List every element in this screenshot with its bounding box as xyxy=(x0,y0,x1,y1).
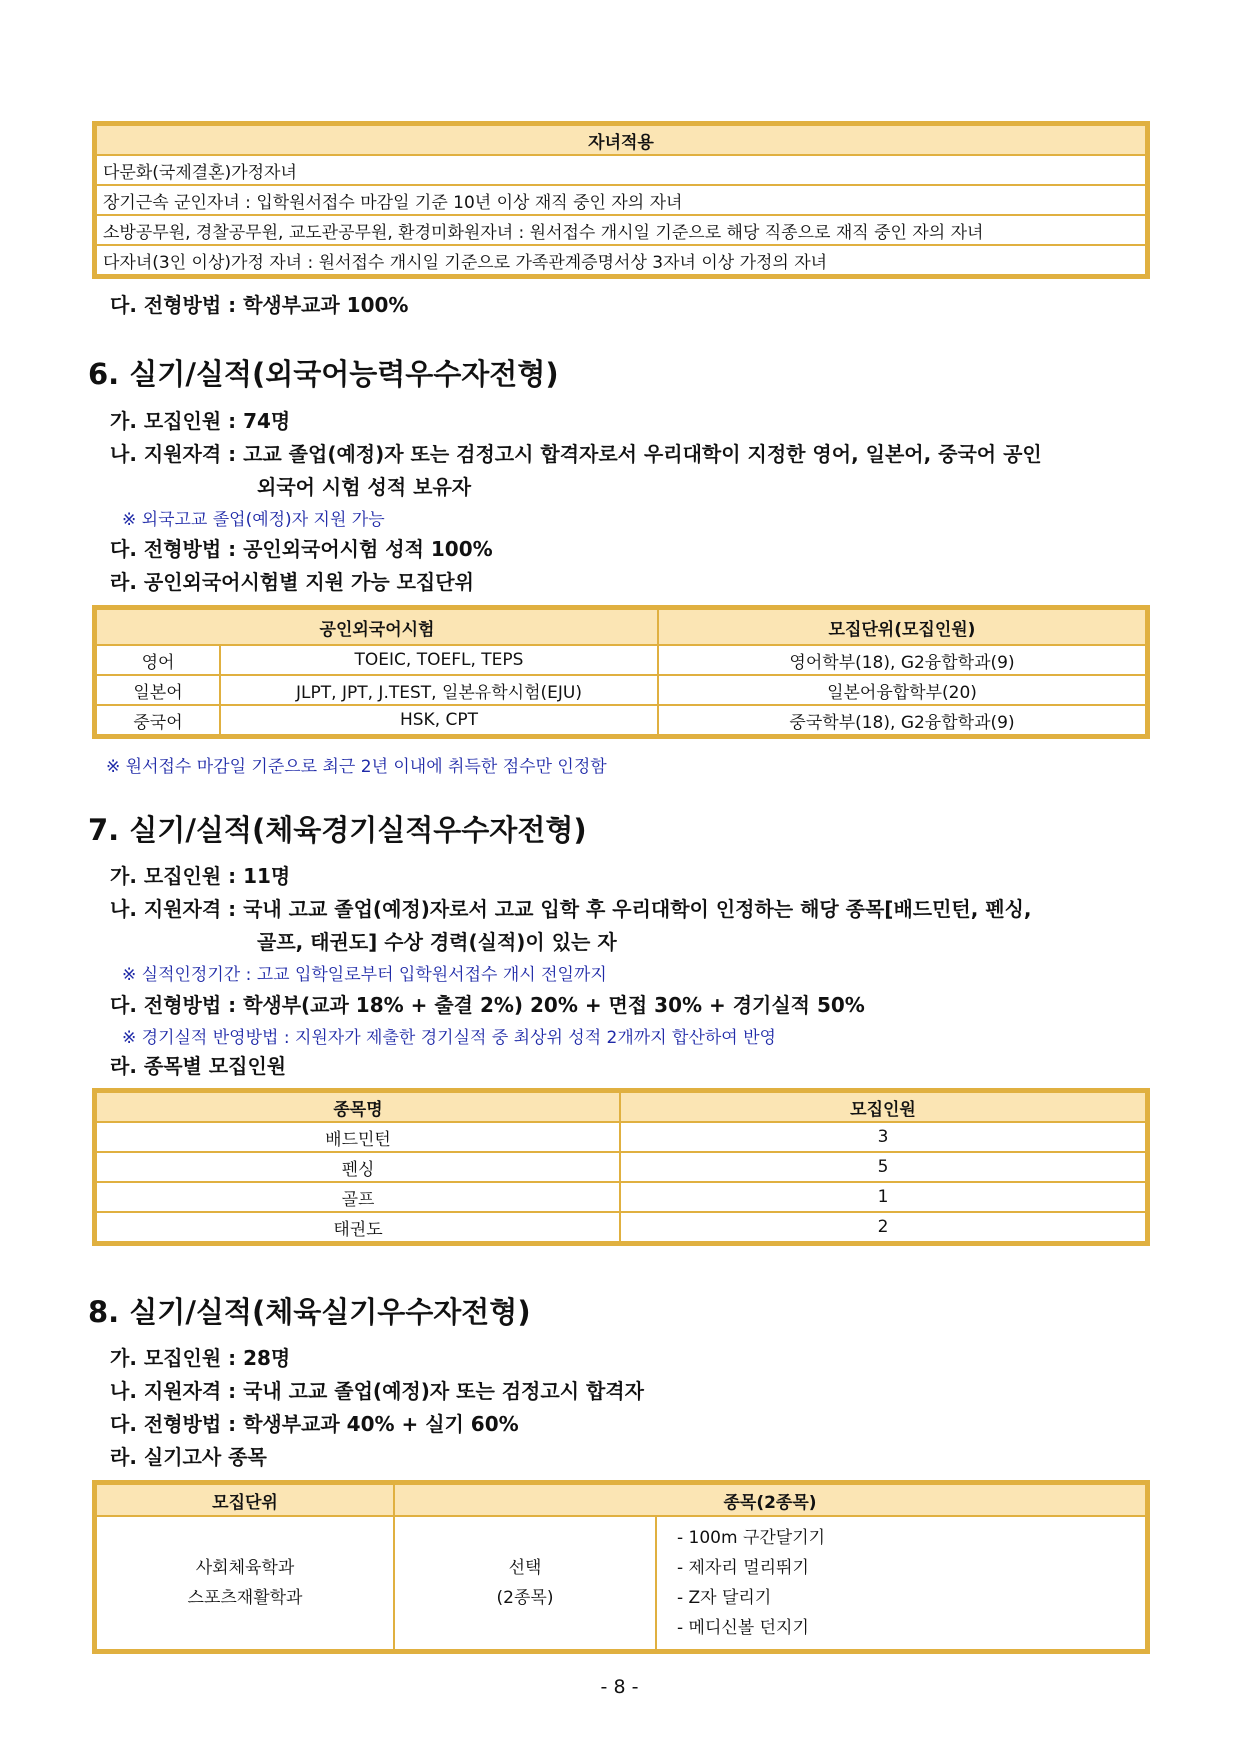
unit-cell xyxy=(96,1516,394,1650)
s6-method: 다. 전형방법 : 공인외국어시험 성적 100% xyxy=(110,537,493,561)
s6-quota: 가. 모집인원 : 74명 xyxy=(110,409,291,433)
s6-note-foreign-school: ※ 외국고교 졸업(예정)자 지원 가능 xyxy=(122,510,385,530)
section-title-7: 7. 실기/실적(체육경기실적우수자전형) xyxy=(88,813,587,847)
table-row: 다자녀(3인 이상)가정 자녀 : 원서접수 개시일 기준으로 가족관계증명서상 3자녀 이상 가정의 자녀 xyxy=(96,245,1146,275)
tests-cell: TOEIC, TOEFL, TEPS xyxy=(220,645,658,675)
sport-count-cell: 3 xyxy=(620,1122,1146,1152)
s6-units-heading: 라. 공인외국어시험별 지원 가능 모집단위 xyxy=(110,570,474,594)
table-row xyxy=(96,705,1146,735)
s6-eligibility-cont: 외국어 시험 성적 보유자 xyxy=(257,475,472,499)
table-header: 공인외국어시험 xyxy=(96,609,658,645)
table-row xyxy=(96,675,1146,705)
table-header: 모집단위 xyxy=(96,1484,394,1516)
lang-cell: 중국어 xyxy=(96,705,220,735)
table-header: 모집단위(모집인원) xyxy=(658,609,1146,645)
sport-name-cell: 골프 xyxy=(96,1182,620,1212)
table-row xyxy=(96,645,1146,675)
table-header: 종목(2종목) xyxy=(394,1484,1146,1516)
event-item: - 100m 구간달기기 xyxy=(677,1528,826,1548)
units-cell: 중국학부(18), G2융합학과(9) xyxy=(658,705,1146,735)
selection-count: (2종목) xyxy=(496,1588,554,1608)
s8-events-heading: 라. 실기고사 종목 xyxy=(110,1445,267,1469)
lang-cell: 영어 xyxy=(96,645,220,675)
s7-quota: 가. 모집인원 : 11명 xyxy=(110,864,291,888)
table-row: 장기근속 군인자녀 : 입학원서접수 마감일 기준 10년 이상 재직 중인 자의 자녀 xyxy=(96,185,1146,215)
table-row xyxy=(96,1516,1146,1650)
s7-sports-heading: 라. 종목별 모집인원 xyxy=(110,1054,287,1078)
section-title-8: 8. 실기/실적(체육실기우수자전형) xyxy=(88,1295,531,1329)
s7-method: 다. 전형방법 : 학생부(교과 18% + 출결 2%) 20% + 면접 30% + 경기실적 50% xyxy=(110,993,865,1017)
table-row xyxy=(96,1152,1146,1182)
event-item: - Z자 달리기 xyxy=(677,1588,772,1608)
sport-name-cell: 펜싱 xyxy=(96,1152,620,1182)
unit-name: 사회체육학과 xyxy=(195,1558,295,1578)
unit-name: 스포츠재활학과 xyxy=(187,1588,303,1608)
units-cell: 영어학부(18), G2융합학과(9) xyxy=(658,645,1146,675)
sport-name-cell: 배드민턴 xyxy=(96,1122,620,1152)
tests-cell: HSK, CPT xyxy=(220,705,658,735)
s6-note-score-validity: ※ 원서접수 마감일 기준으로 최근 2년 이내에 취득한 점수만 인정함 xyxy=(106,757,607,777)
sport-count-cell: 5 xyxy=(620,1152,1146,1182)
sports-quota-table xyxy=(95,1091,1147,1243)
table-row: 소방공무원, 경찰공무원, 교도관공무원, 환경미화원자녀 : 원서접수 개시일 기준으로 해당 직종으로 재직 중인 자의 자녀 xyxy=(96,215,1146,245)
lang-cell: 일본어 xyxy=(96,675,220,705)
selection-cell xyxy=(394,1516,656,1650)
s7-note-period: ※ 실적인정기간 : 고교 입학일로부터 입학원서접수 개시 전일까지 xyxy=(122,965,607,985)
table-header: 종목명 xyxy=(96,1092,620,1122)
section-title-6: 6. 실기/실적(외국어능력우수자전형) xyxy=(88,357,559,391)
children-eligibility-table xyxy=(95,124,1147,276)
practical-test-table xyxy=(95,1483,1147,1651)
sport-name-cell: 태권도 xyxy=(96,1212,620,1242)
tests-cell: JLPT, JPT, J.TEST, 일본유학시험(EJU) xyxy=(220,675,658,705)
sport-count-cell: 1 xyxy=(620,1182,1146,1212)
s6-eligibility: 나. 지원자격 : 고교 졸업(예정)자 또는 검정고시 합격자로서 우리대학이 지정한 영어, 일본어, 중국어 공인 xyxy=(110,442,1042,466)
selection-label: 선택 xyxy=(508,1558,542,1578)
s8-quota: 가. 모집인원 : 28명 xyxy=(110,1346,291,1370)
selection-method: 다. 전형방법 : 학생부교과 100% xyxy=(110,293,409,317)
table-row xyxy=(96,1122,1146,1152)
s8-method: 다. 전형방법 : 학생부교과 40% + 실기 60% xyxy=(110,1412,519,1436)
event-item: - 제자리 멀리뛰기 xyxy=(677,1558,809,1578)
units-cell: 일본어융합학부(20) xyxy=(658,675,1146,705)
events-cell xyxy=(656,1516,1146,1650)
table-header: 자녀적용 xyxy=(96,125,1146,155)
sport-count-cell: 2 xyxy=(620,1212,1146,1242)
s8-eligibility: 나. 지원자격 : 국내 고교 졸업(예정)자 또는 검정고시 합격자 xyxy=(110,1379,644,1403)
s7-note-reflection: ※ 경기실적 반영방법 : 지원자가 제출한 경기실적 중 최상위 성적 2개까지 합산하여 반영 xyxy=(122,1028,776,1048)
table-row: 다문화(국제결혼)가정자녀 xyxy=(96,155,1146,185)
table-row xyxy=(96,1182,1146,1212)
table-header: 모집인원 xyxy=(620,1092,1146,1122)
s7-eligibility-cont: 골프, 태권도] 수상 경력(실적)이 있는 자 xyxy=(257,930,617,954)
s7-eligibility: 나. 지원자격 : 국내 고교 졸업(예정)자로서 고교 입학 후 우리대학이 인정하는 해당 종목[배드민턴, 펜싱, xyxy=(110,897,1032,921)
event-item: - 메디신볼 던지기 xyxy=(677,1618,809,1638)
table-row xyxy=(96,1212,1146,1242)
language-test-table xyxy=(95,608,1147,736)
page-number: - 8 - xyxy=(600,1676,639,1698)
